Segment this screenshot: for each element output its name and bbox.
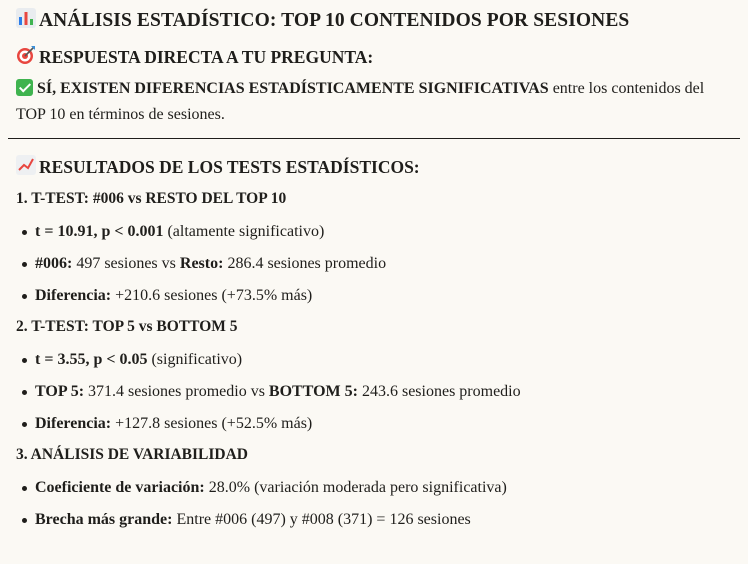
list-item — [35, 280, 732, 312]
answer-paragraph — [16, 76, 732, 128]
item-text: +127.8 sesiones (+52.5% más) — [111, 415, 313, 432]
results-heading — [16, 155, 732, 182]
divider — [8, 138, 740, 139]
item-text: 497 sesiones vs — [72, 255, 180, 272]
list-item — [35, 344, 732, 376]
item-text: (significativo) — [147, 351, 243, 368]
section-1-list — [16, 216, 732, 312]
list-item — [35, 472, 732, 504]
section-1-heading: 1. T-TEST: #006 vs RESTO DEL TOP 10 — [16, 190, 287, 207]
item-text: Entre #006 (497) y #008 (371) = 126 sesiones — [172, 511, 471, 528]
item-bold: Coeficiente de variación: — [35, 479, 205, 496]
list-item — [35, 216, 732, 248]
answer-text: entre los contenidos del TOP 10 en términos de sesiones. — [16, 80, 705, 123]
item-text: 371.4 sesiones promedio vs — [84, 383, 269, 400]
page-title — [16, 8, 732, 35]
list-item — [35, 376, 732, 408]
section-2-heading: 2. T-TEST: TOP 5 vs BOTTOM 5 — [16, 318, 238, 335]
answer-heading-text: RESPUESTA DIRECTA A TU PREGUNTA: — [39, 47, 374, 67]
item-text: (altamente significativo) — [163, 223, 325, 240]
item-bold: t = 3.55, p < 0.05 — [35, 351, 148, 368]
item-bold: Diferencia: — [35, 287, 112, 304]
item-bold: #006: — [35, 255, 73, 272]
check-mark-icon — [16, 79, 33, 96]
item-bold: Brecha más grande: — [35, 511, 173, 528]
page-title-text: ANÁLISIS ESTADÍSTICO: TOP 10 CONTENIDOS POR SESIONES — [39, 10, 630, 31]
item-bold-2: BOTTOM 5: — [268, 383, 358, 400]
list-item — [35, 248, 732, 280]
item-bold: t = 10.91, p < 0.001 — [35, 223, 164, 240]
item-text: 28.0% (variación moderada pero significativa) — [204, 479, 507, 496]
list-item — [35, 408, 732, 440]
section-3-heading: 3. ANÁLISIS DE VARIABILIDAD — [16, 446, 249, 463]
results-heading-text: RESULTADOS DE LOS TESTS ESTADÍSTICOS: — [39, 157, 420, 177]
answer-heading — [16, 45, 732, 72]
bar-chart-icon — [16, 8, 36, 35]
item-bold: Diferencia: — [35, 415, 112, 432]
list-item — [35, 504, 732, 536]
trend-chart-icon — [16, 155, 36, 182]
item-bold: TOP 5: — [35, 383, 85, 400]
item-text-2: 286.4 sesiones promedio — [223, 255, 387, 272]
answer-bold: SÍ, EXISTEN DIFERENCIAS ESTADÍSTICAMENTE SIGNIFICATIVAS — [37, 80, 549, 97]
target-icon — [16, 45, 36, 72]
item-text: +210.6 sesiones (+73.5% más) — [111, 287, 313, 304]
item-text-2: 243.6 sesiones promedio — [357, 383, 521, 400]
section-2-list — [16, 344, 732, 440]
section-3-list — [16, 472, 732, 536]
item-bold-2: Resto: — [179, 255, 224, 272]
